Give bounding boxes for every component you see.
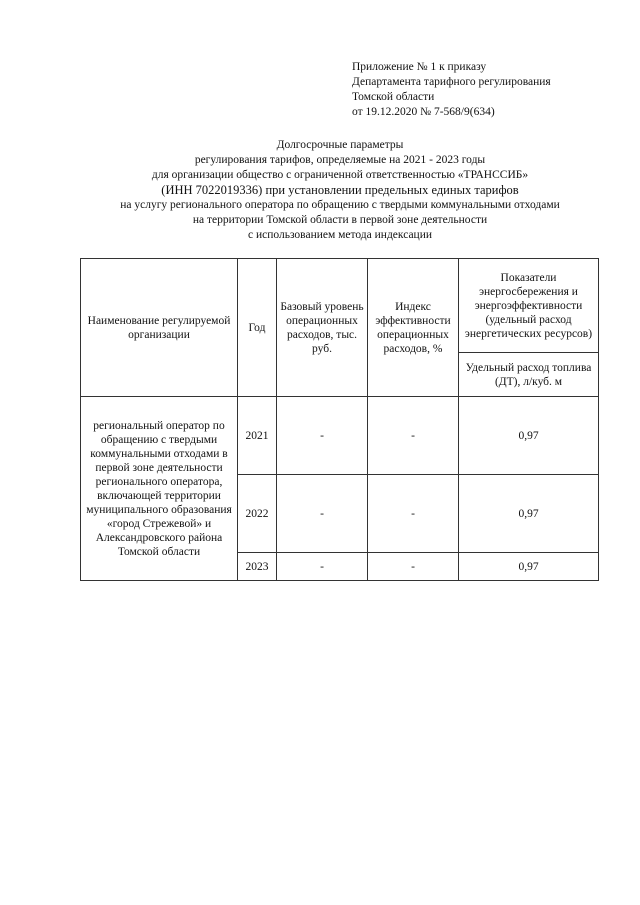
title-line: на услугу регионального оператора по обращению с твердыми коммунальными отходами	[120, 199, 560, 211]
title-line: Долгосрочные параметры	[276, 139, 404, 151]
header-efficiency-index: Индекс эффективности операционных расходов, %	[368, 259, 459, 397]
fuel-consumption-cell: 0,97	[459, 553, 599, 581]
header-org-name: Наименование регулируемой организации	[81, 259, 238, 397]
org-name-cell: региональный оператор по обращению с твердыми коммунальными отходами в первой зоне деятельности регионального оператора, включающей территории муниципального образования «город Стрежевой» и Александровского района Томской области	[81, 397, 238, 581]
base-level-cell: -	[277, 397, 368, 475]
header-year: Год	[238, 259, 277, 397]
title-line: (ИНН 7022019336) при установлении предельных единых тарифов	[161, 183, 519, 197]
title-line: регулирования тарифов, определяемые на 2021 - 2023 годы	[194, 154, 486, 166]
title-line: с использованием метода индексации	[247, 229, 433, 241]
year-cell: 2023	[238, 553, 277, 581]
header-energy-indicators: Показатели энергосбережения и энергоэффективности (удельный расход энергетических ресурсов)	[459, 259, 599, 353]
header-base-level: Базовый уровень операционных расходов, тыс. руб.	[277, 259, 368, 397]
document-title	[70, 138, 610, 243]
appendix-line: от 19.12.2020 № 7-568/9(634)	[352, 106, 495, 118]
appendix-note	[352, 60, 551, 120]
tariff-parameters-table	[80, 258, 599, 581]
fuel-consumption-cell: 0,97	[459, 475, 599, 553]
appendix-line: Департамента тарифного регулирования	[352, 76, 551, 88]
fuel-consumption-cell: 0,97	[459, 397, 599, 475]
title-line: на территории Томской области в первой зоне деятельности	[192, 214, 488, 226]
year-cell: 2021	[238, 397, 277, 475]
header-fuel-consumption: Удельный расход топлива (ДТ), л/куб. м	[459, 353, 599, 397]
table-row	[81, 397, 599, 475]
efficiency-index-cell: -	[368, 553, 459, 581]
base-level-cell: -	[277, 553, 368, 581]
appendix-line: Приложение № 1 к приказу	[352, 61, 487, 73]
appendix-line: Томской области	[352, 91, 435, 103]
title-line: для организации общество с ограниченной ответственностью «ТРАНССИБ»	[151, 169, 529, 181]
efficiency-index-cell: -	[368, 475, 459, 553]
year-cell: 2022	[238, 475, 277, 553]
efficiency-index-cell: -	[368, 397, 459, 475]
table-header-row	[81, 259, 599, 353]
base-level-cell: -	[277, 475, 368, 553]
